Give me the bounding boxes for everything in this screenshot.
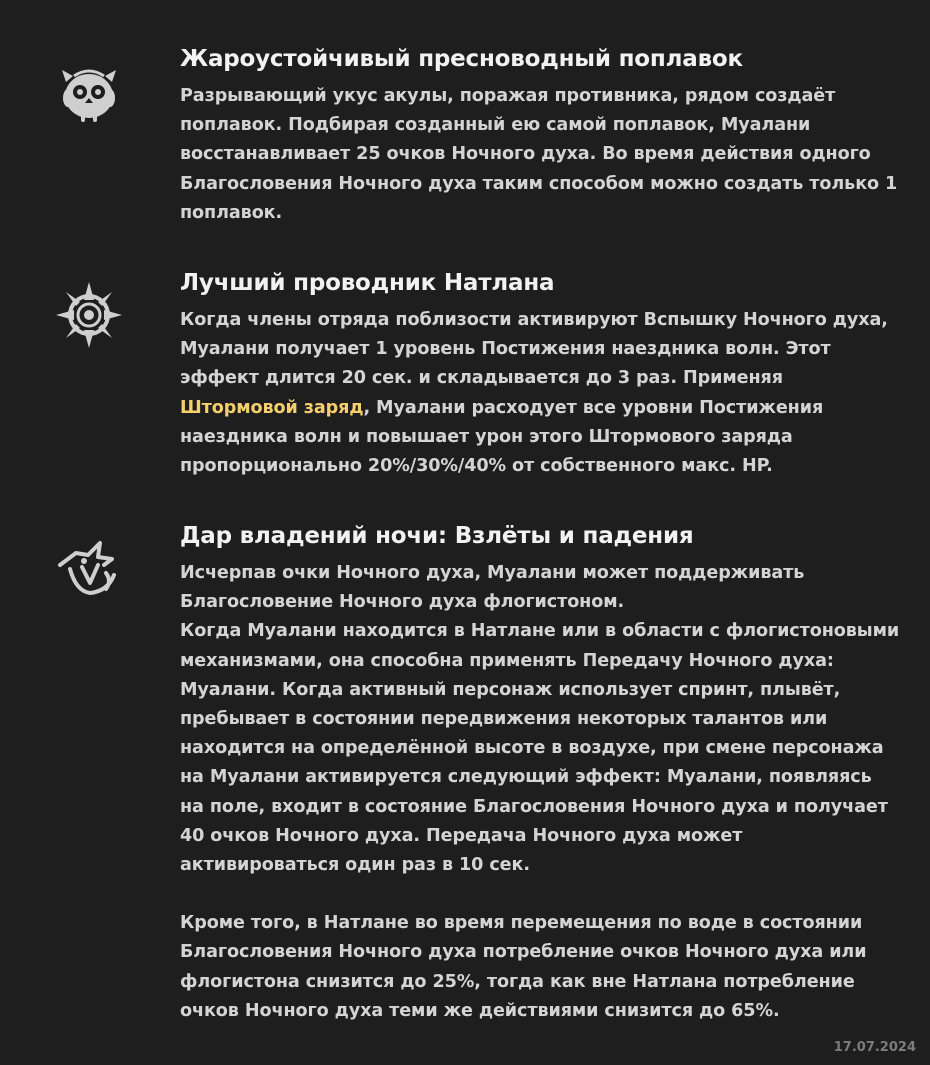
description-text: Разрывающий укус акулы, поражая противника, рядом создаёт поплавок. Подбирая созданный ею самой поплавок, Муалани восстанавливает 25 очков Ночного духа. Во время действия одного Благословения Ночного духа таким способом можно создать только 1 поплавок. <box>180 86 898 223</box>
talent-description <box>180 559 900 1026</box>
talent-description <box>180 82 900 228</box>
description-text-end: , Муалани расходует все уровни Постижения наездника волн и повышает урон этого Штормового заряда пропорционально 20%/30%/40% от собственного макс. HP. <box>180 397 824 477</box>
description-paragraph-1: Исчерпав очки Ночного духа, Муалани может поддерживать Благословение Ночного духа флогистоном. <box>180 563 805 613</box>
description-text-start: Когда члены отряда поблизости активируют Вспышку Ночного духа, Муалани получает 1 уровень Постижения наездника волн. Этот эффект длится 20 сек. и складывается до 3 раз. Применяя <box>180 310 888 389</box>
date-stamp: 17.07.2024 <box>833 1040 916 1055</box>
talent-title: Жароустойчивый пресноводный поплавок <box>180 46 743 72</box>
talent-title: Дар владений ночи: Взлёты и падения <box>180 523 694 549</box>
owl-icon <box>54 58 124 128</box>
storm-charge-keyword: Штормовой заряд <box>180 397 364 418</box>
description-paragraph-2: Когда Муалани находится в Натлане или в области с флогистоновыми механизмами, она способна применять Передачу Ночного духа: Муалани. Когда активный персонаж использует спринт, плывёт, пребывает в состоянии передвижения некоторых талантов или находится на определённой высоте в воздухе, при смене персонажа на Муалани активируется следующий эффект: Муалани, появляясь на поле, входит в состояние Благословения Ночного духа и получает 40 очков Ночного духа. Передача Ночного духа может активироваться один раз в 10 сек. <box>180 621 900 876</box>
talent-title: Лучший проводник Натлана <box>180 270 555 296</box>
compass-star-icon <box>54 280 124 350</box>
description-text <box>180 306 900 481</box>
dragon-emblem-icon <box>54 535 124 605</box>
description-paragraph-3: Кроме того, в Натлане во время перемещения по воде в состоянии Благословения Ночного духа потребление очков Ночного духа или флогистона снизится до 25%, тогда как вне Натлана потребление очков Ночного духа теми же действиями снизится до 65%. <box>180 913 867 1021</box>
talent-description <box>180 306 900 481</box>
